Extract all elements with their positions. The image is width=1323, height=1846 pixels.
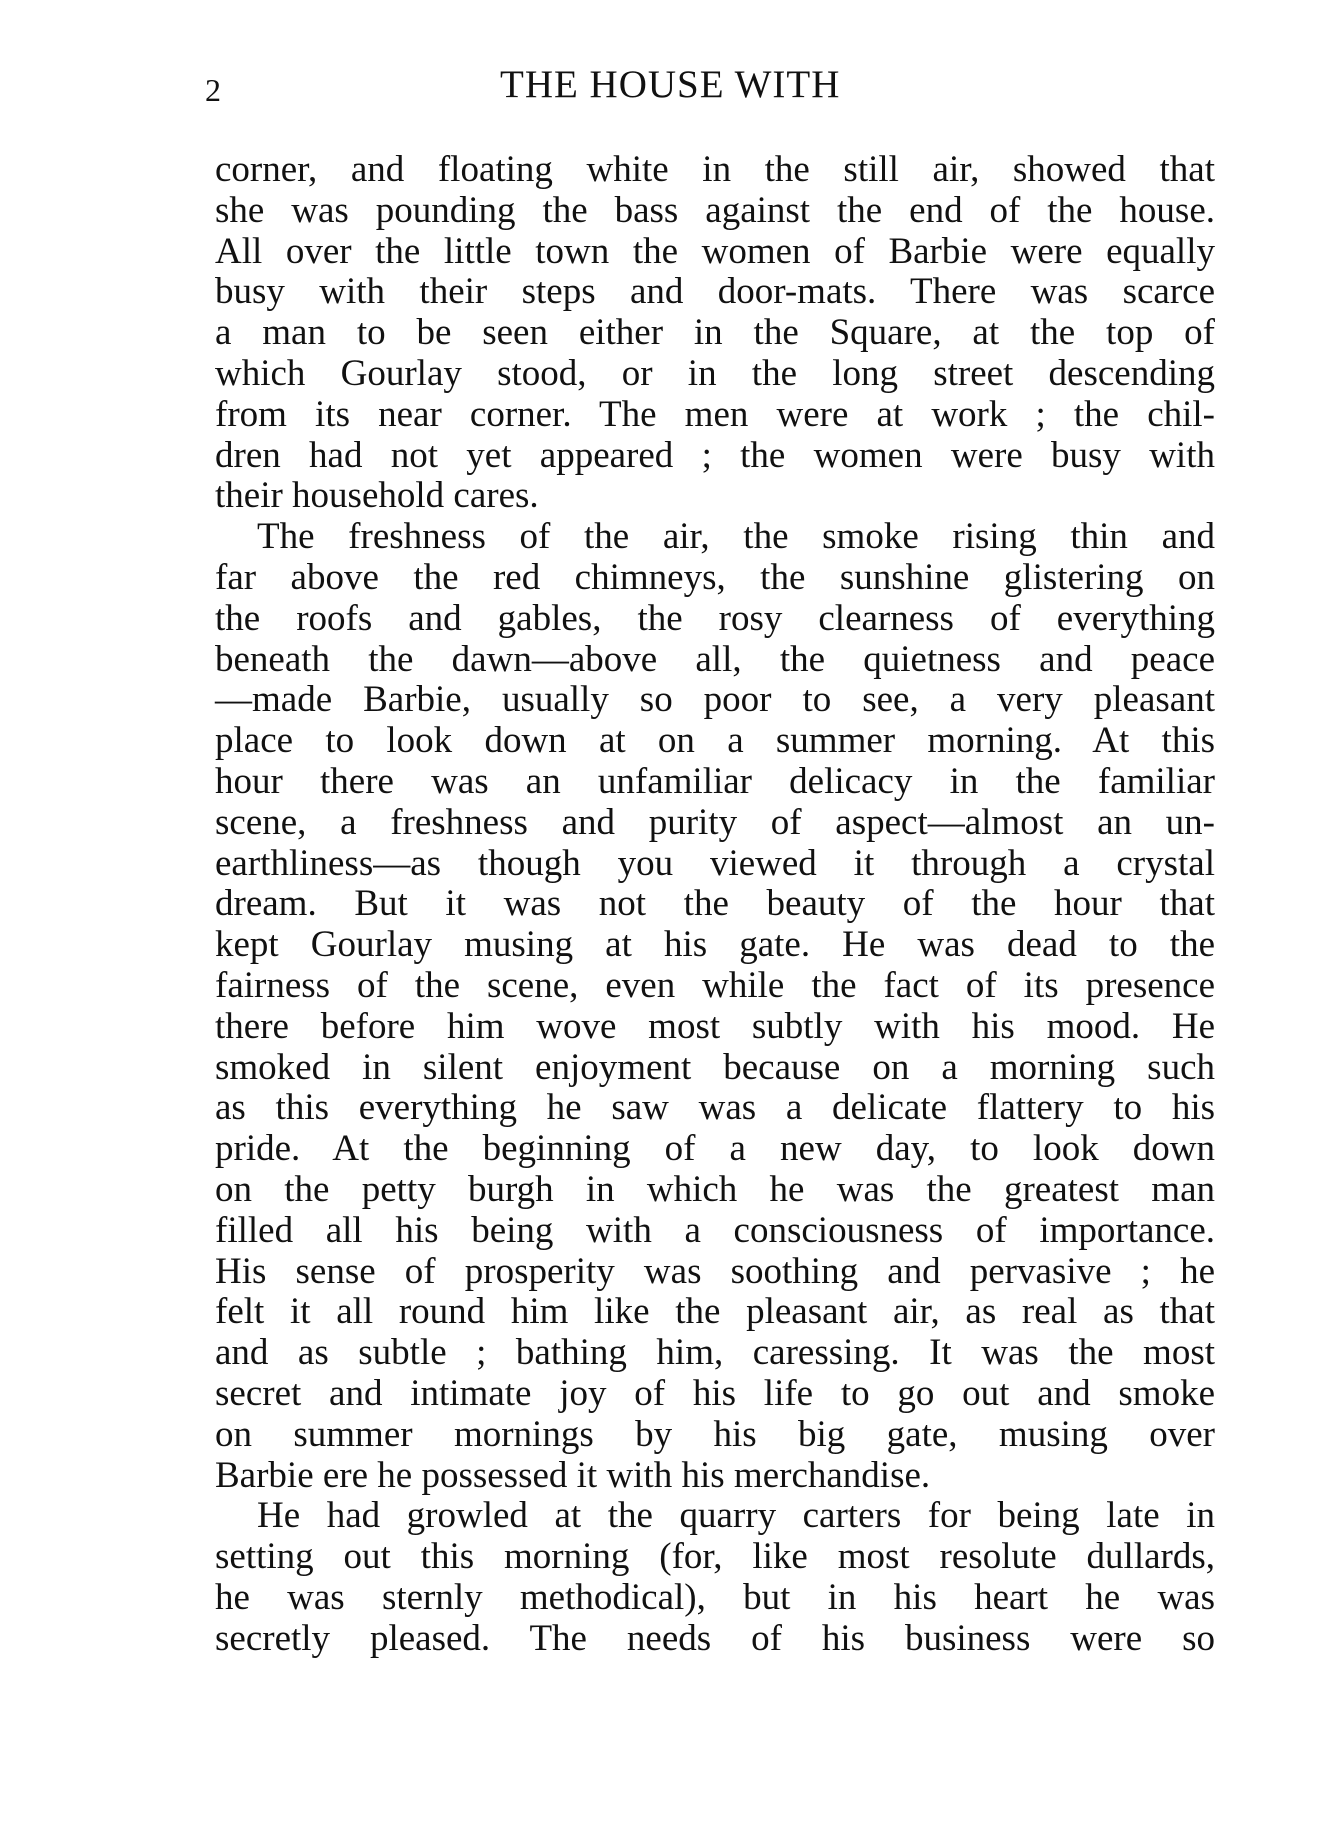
text-line: there before him wove most subtly with his mood. He [215,1005,1215,1047]
text-line: the roofs and gables, the rosy clearness of everything [215,597,1215,639]
text-line: dren had not yet appeared ; the women were busy with [215,434,1215,476]
text-line: hour there was an unfamiliar delicacy in the familiar [215,760,1215,802]
running-title: THE HOUSE WITH [500,63,841,106]
text-line: from its near corner. The men were at work ; the chil- [215,393,1215,435]
text-line: she was pounding the bass against the end of the house. [215,189,1215,231]
text-line: Barbie ere he possessed it with his merchandise. [215,1454,931,1496]
text-line: secretly pleased. The needs of his business were so [215,1617,1215,1659]
text-line: filled all his being with a consciousness of importance. [215,1209,1215,1251]
text-line: smoked in silent enjoyment because on a morning such [215,1046,1215,1088]
text-line: kept Gourlay musing at his gate. He was dead to the [215,924,1215,966]
text-line: on summer mornings by his big gate, musing over [215,1413,1215,1455]
text-line: and as subtle ; bathing him, caressing. It was the most [215,1332,1215,1374]
paragraph-first-line: He had growled at the quarry carters for being late in [257,1495,1215,1537]
text-line: far above the red chimneys, the sunshine glistering on [215,556,1215,598]
text-line: scene, a freshness and purity of aspect—almost an un- [215,801,1215,843]
page-header [205,62,1205,112]
text-line: —made Barbie, usually so poor to see, a very pleasant [215,679,1215,721]
text-line: place to look down at on a summer morning. At this [215,720,1215,762]
text-line: His sense of prosperity was soothing and pervasive ; he [215,1250,1215,1292]
text-line: setting out this morning (for, like most resolute dullards, [215,1536,1215,1578]
text-line: corner, and floating white in the still air, showed that [215,149,1215,190]
text-line: felt it all round him like the pleasant air, as real as that [215,1291,1215,1333]
text-line: their household cares. [215,475,539,517]
text-line: as this everything he saw was a delicate flattery to his [215,1087,1215,1129]
body-text [215,150,1215,1659]
paragraph-first-line: The freshness of the air, the smoke rising thin and [257,516,1215,558]
text-line: on the petty burgh in which he was the greatest man [215,1168,1215,1210]
text-line: earthliness—as though you viewed it through a crystal [215,842,1215,884]
page-number: 2 [205,72,221,108]
text-line: fairness of the scene, even while the fact of its presence [215,964,1215,1006]
text-line: secret and intimate joy of his life to go out and smoke [215,1372,1215,1414]
text-line: beneath the dawn—above all, the quietness and peace [215,638,1215,680]
text-line: pride. At the beginning of a new day, to look down [215,1128,1215,1170]
text-line: All over the little town the women of Barbie were equally [215,230,1215,272]
text-line: dream. But it was not the beauty of the hour that [215,883,1215,925]
text-line: a man to be seen either in the Square, at the top of [215,312,1215,354]
text-line: he was sternly methodical), but in his heart he was [215,1576,1215,1618]
text-line: busy with their steps and door-mats. There was scarce [215,271,1215,313]
text-line: which Gourlay stood, or in the long street descending [215,352,1215,394]
